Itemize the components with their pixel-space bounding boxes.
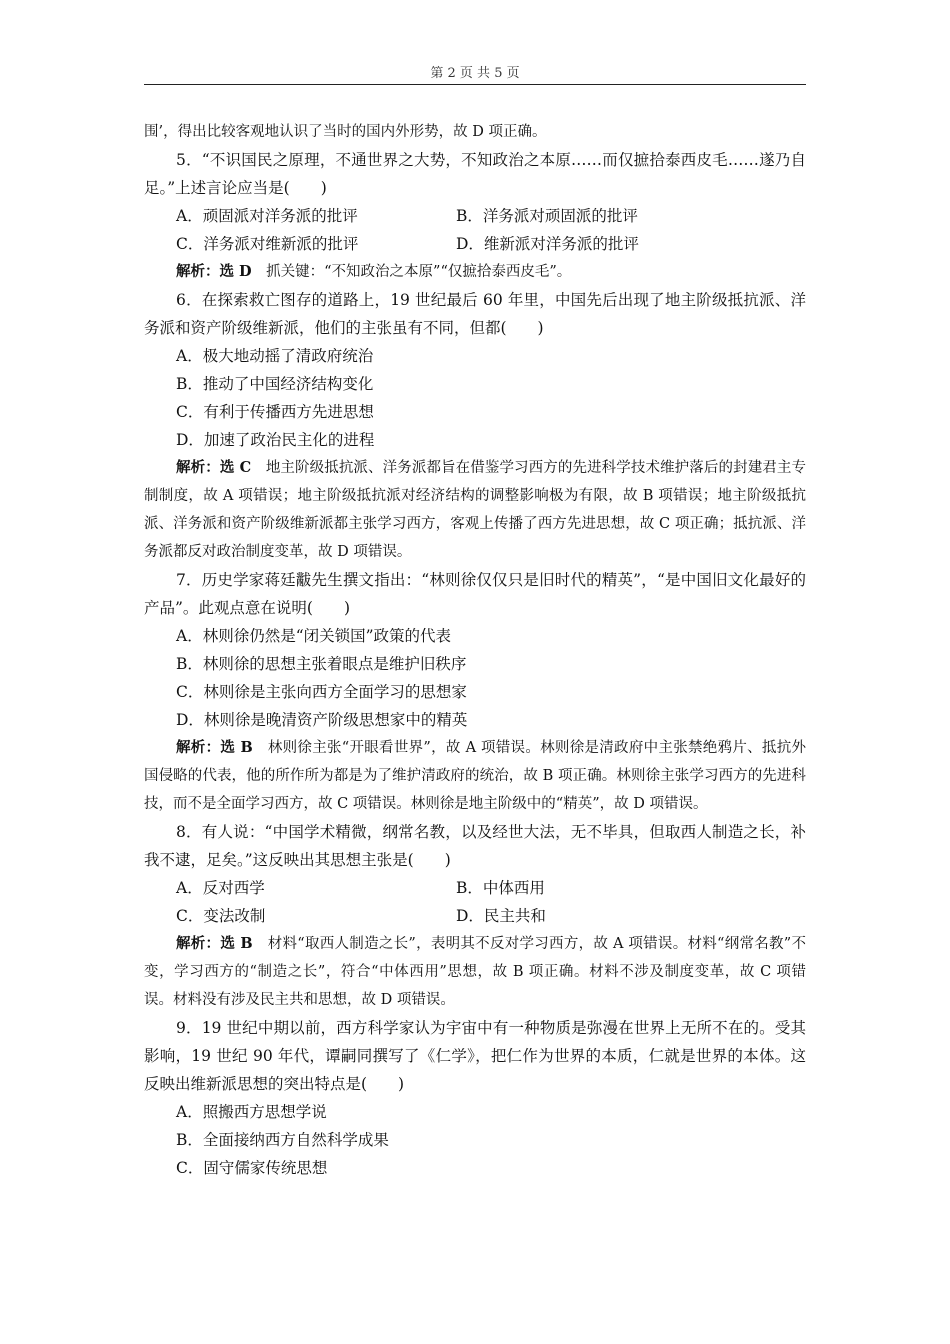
analysis-text: 材料“取西人制造之长”，表明其不反对学习西方，故 A 项错误。材料“纲常名教”不变，学习西方的“制造之长”，符合“中体西用”思想，故 B 项正确。材料不涉及制度变革，故 C 项错误。材料没有涉及民主共和思想，故 D 项错误。 — [144, 936, 806, 1008]
question-6-analysis — [144, 454, 806, 566]
analysis-choice: 选 B — [220, 739, 253, 756]
question-6-option-c: C．有利于传播西方先进思想 — [176, 403, 374, 421]
question-8-options-row-2 — [144, 902, 806, 930]
question-5-option-a: A．顽固派对洋务派的批评 — [176, 207, 358, 225]
question-6-stem: 6．在探索救亡图存的道路上，19 世纪最后 60 年里，中国先后出现了地主阶级抵抗派、洋务派和资产阶级维新派，他们的主张虽有不同，但都( ) — [144, 291, 806, 337]
analysis-label: 解析： — [176, 935, 221, 952]
previous-analysis-tail: 围’，得出比较客观地认识了当时的国内外形势，故 D 项正确。 — [144, 124, 547, 140]
question-7-analysis — [144, 734, 806, 818]
analysis-label: 解析： — [176, 739, 221, 756]
question-5-option-b: B．洋务派对顽固派的批评 — [456, 207, 638, 225]
question-7-option-c: C．林则徐是主张向西方全面学习的思想家 — [176, 683, 467, 701]
question-5-option-c: C．洋务派对维新派的批评 — [176, 235, 359, 253]
analysis-text: 林则徐主张“开眼看世界”，故 A 项错误。林则徐是清政府中主张禁绝鸦片、抵抗外国侵略的代表，他的所作所为都是为了维护清政府的统治，故 B 项正确。林则徐主张学习西方的先进科技，而不是全面学习西方，故 C 项错误。林则徐是地主阶级中的“精英”，故 D 项错误。 — [144, 740, 807, 812]
question-8-option-d: D．民主共和 — [456, 907, 546, 925]
page-header — [144, 62, 806, 81]
analysis-label: 解析： — [176, 263, 220, 280]
page-number-label: 第 2 页 共 5 页 — [430, 66, 520, 81]
header-rule — [144, 84, 806, 85]
analysis-choice: 选 D — [219, 263, 252, 280]
question-8-option-b: B．中体西用 — [456, 879, 545, 897]
analysis-text: 抓关键：“不知政治之本原”“仅摭拾泰西皮毛”。 — [251, 264, 572, 280]
analysis-choice: 选 B — [220, 935, 253, 952]
question-5-stem: 5．“不识国民之原理，不通世界之大势，不知政治之本原……而仅摭拾泰西皮毛……遂乃自足。”上述言论应当是( ) — [144, 151, 806, 197]
question-7-option-a: A．林则徐仍然是“闭关锁国”政策的代表 — [176, 627, 452, 645]
question-6-option-a: A．极大地动摇了清政府统治 — [176, 347, 374, 365]
question-8-option-a: A．反对西学 — [176, 879, 265, 897]
question-7-option-d: D．林则徐是晚清资产阶级思想家中的精英 — [176, 711, 468, 729]
question-8-option-c: C．变法改制 — [176, 907, 266, 925]
question-9-stem: 9．19 世纪中期以前，西方科学家认为宇宙中有一种物质是弥漫在世界上无所不在的。受其影响，19 世纪 90 年代，谭嗣同撰写了《仁学》，把仁作为世界的本质，仁就是世界的本体。这反映出维新派思想的突出特点是( ) — [144, 1019, 806, 1093]
question-5-options-row-1 — [144, 202, 806, 230]
question-9-option-a: A．照搬西方思想学说 — [176, 1103, 327, 1121]
question-5-analysis — [144, 258, 806, 286]
analysis-choice: 选 C — [219, 459, 252, 476]
question-9-option-c: C．固守儒家传统思想 — [176, 1159, 328, 1177]
question-5-option-d: D．维新派对洋务派的批评 — [456, 235, 639, 253]
document-body — [144, 118, 806, 1182]
question-6-option-b: B．推动了中国经济结构变化 — [176, 375, 374, 393]
question-8-options-row-1 — [144, 874, 806, 902]
question-8-analysis — [144, 930, 806, 1014]
analysis-label: 解析： — [176, 459, 220, 476]
question-9-option-b: B．全面接纳西方自然科学成果 — [176, 1131, 389, 1149]
analysis-text: 地主阶级抵抗派、洋务派都旨在借鉴学习西方的先进科学技术维护落后的封建君主专制制度，故 A 项错误；地主阶级抵抗派对经济结构的调整影响极为有限，故 B 项错误；地主阶级抵抗派、洋务派和资产阶级维新派都主张学习西方，客观上传播了西方先进思想，故 C 项正确；抵抗派、洋务派都反对政治制度变革，故 D 项错误。 — [144, 460, 806, 560]
question-5-options-row-2 — [144, 230, 806, 258]
question-6-option-d: D．加速了政治民主化的进程 — [176, 431, 375, 449]
question-7-option-b: B．林则徐的思想主张着眼点是维护旧秩序 — [176, 655, 467, 673]
question-8-stem: 8．有人说：“中国学术精微，纲常名教，以及经世大法，无不毕具，但取西人制造之长，补我不逮，足矣。”这反映出其思想主张是( ) — [144, 823, 806, 869]
question-7-stem: 7．历史学家蒋廷黻先生撰文指出：“林则徐仅仅只是旧时代的精英”，“是中国旧文化最好的产品”。此观点意在说明( ) — [144, 571, 806, 617]
